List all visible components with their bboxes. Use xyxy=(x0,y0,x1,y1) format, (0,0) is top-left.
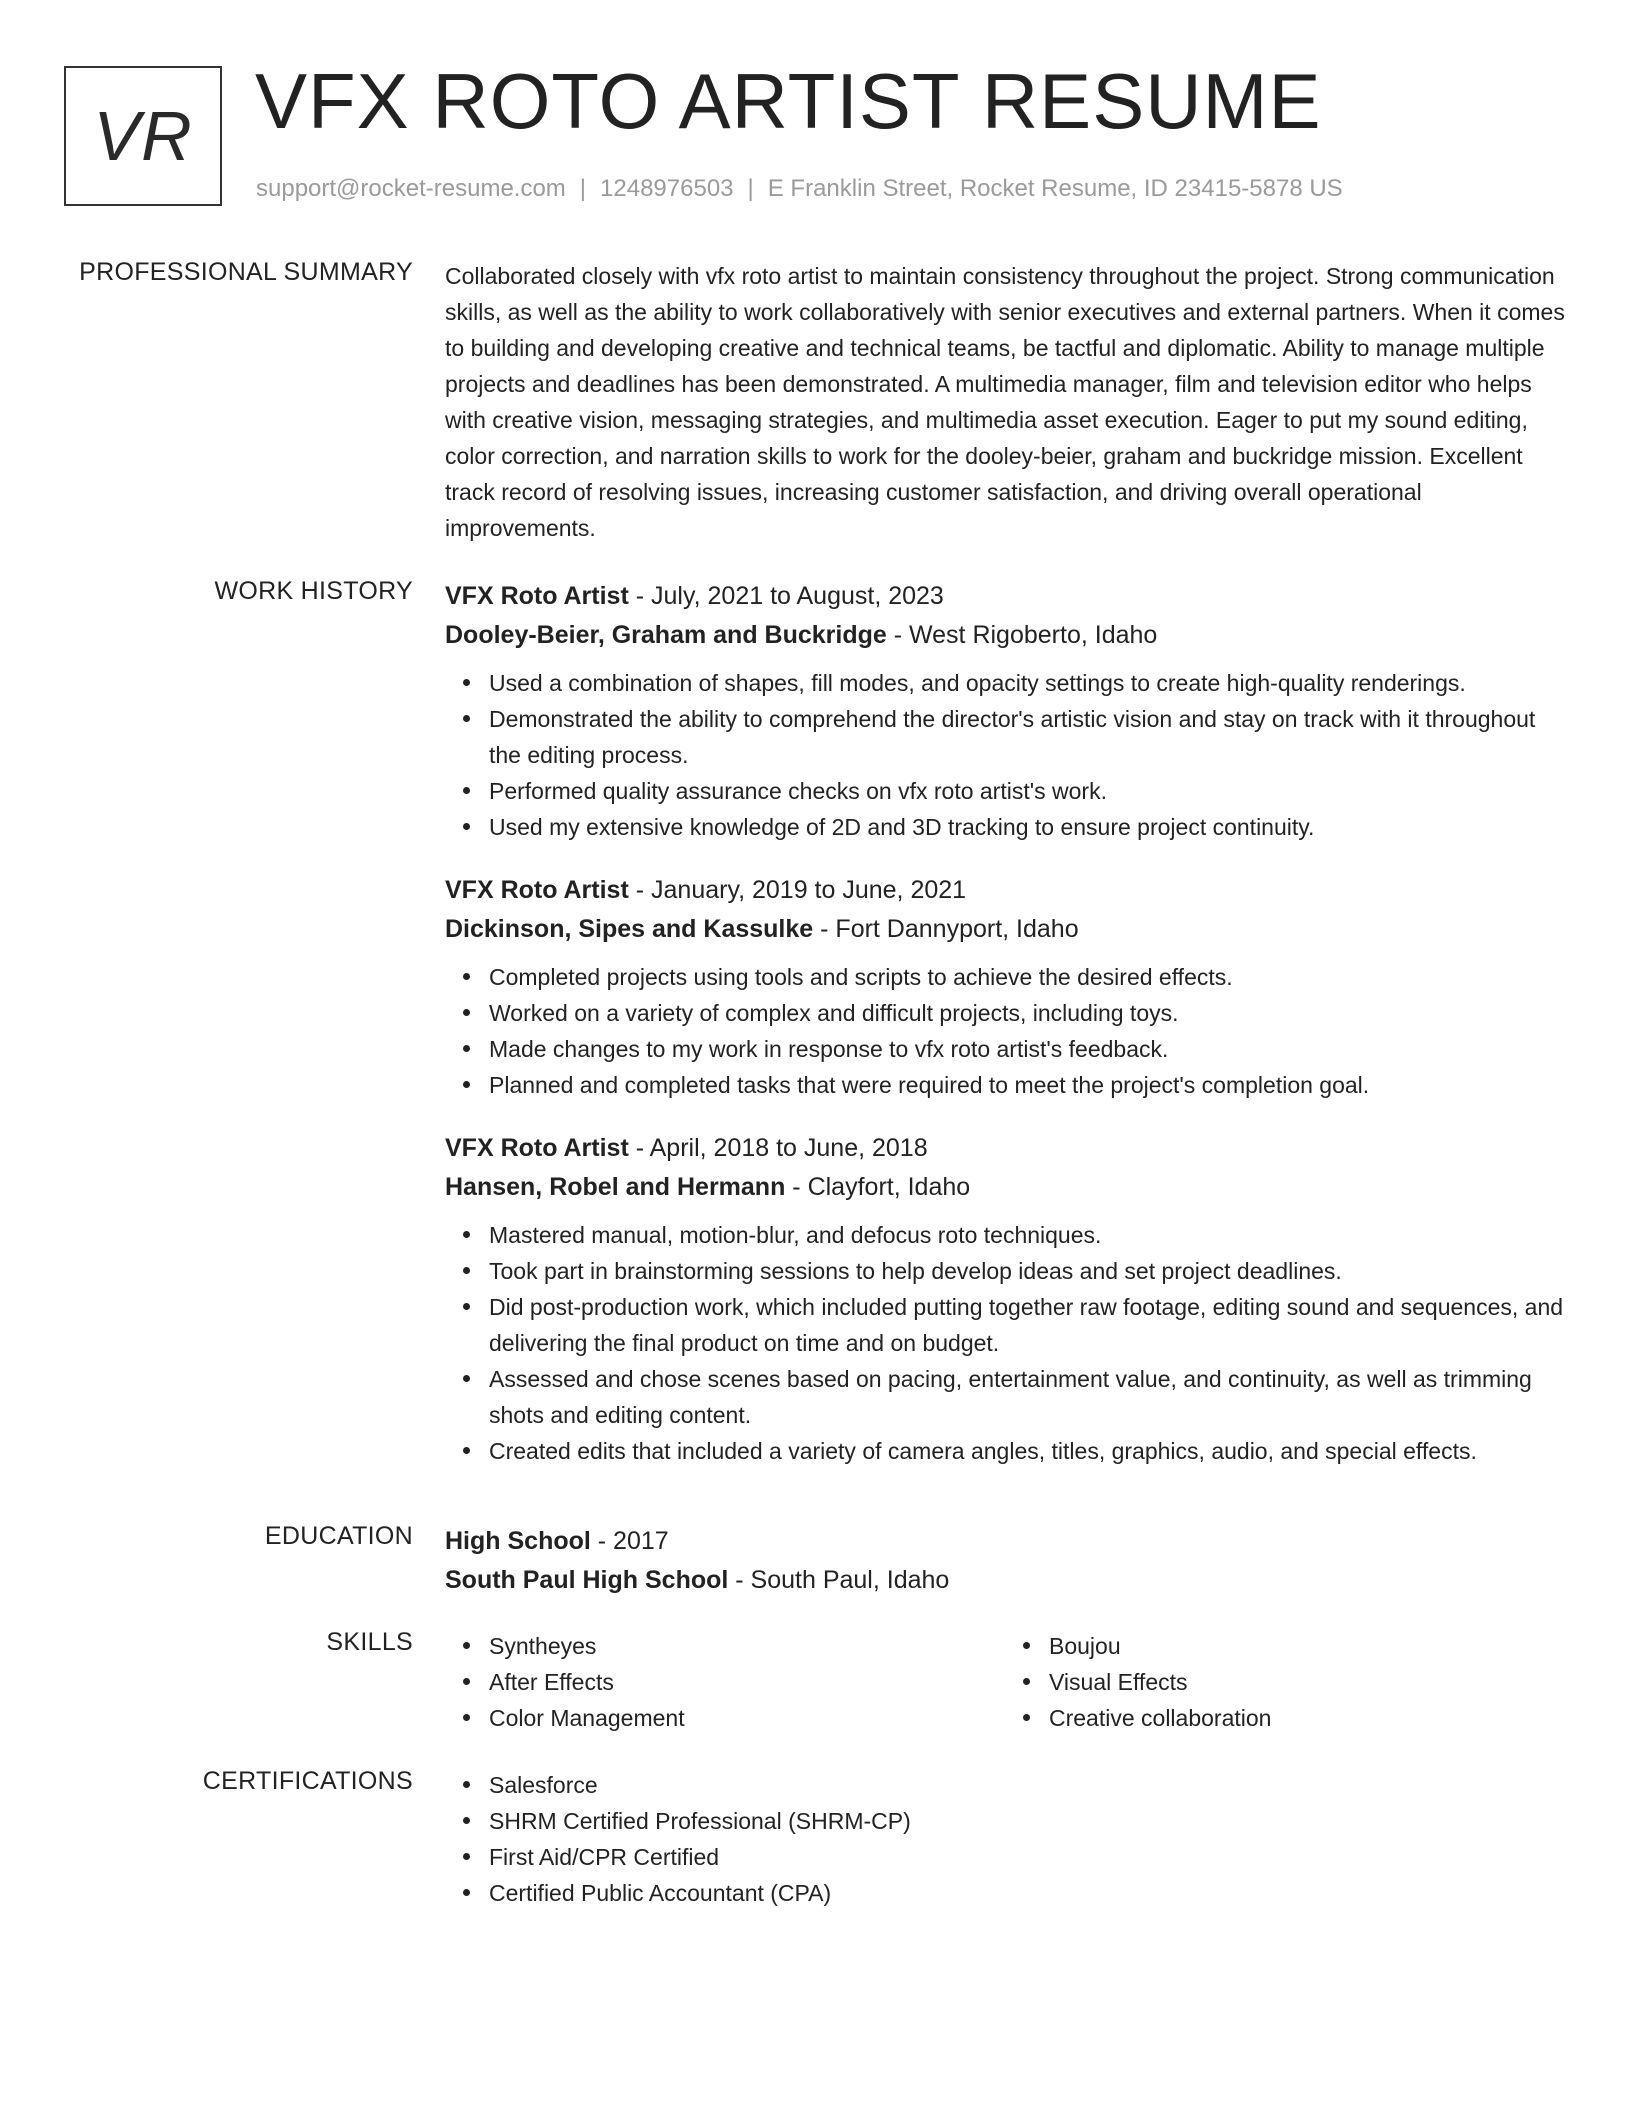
job-dates: - January, 2019 to June, 2021 xyxy=(628,876,967,904)
list-item: Color Management xyxy=(489,1700,1005,1736)
section-heading: WORK HISTORY xyxy=(214,577,413,605)
list-item: SHRM Certified Professional (SHRM-CP) xyxy=(489,1803,1565,1839)
list-item: After Effects xyxy=(489,1664,1005,1700)
job-company: Dickinson, Sipes and Kassulke xyxy=(445,915,814,943)
job-entry xyxy=(445,1129,1565,1469)
list-item: Demonstrated the ability to comprehend the director's artistic vision and stay on track with it throughout the editing process. xyxy=(489,701,1565,773)
education-degree: High School xyxy=(445,1527,591,1555)
education-degree-line xyxy=(445,1522,1565,1561)
list-item: Created edits that included a variety of camera angles, titles, graphics, audio, and special effects. xyxy=(489,1433,1565,1469)
list-item: Planned and completed tasks that were required to meet the project's completion goal. xyxy=(489,1067,1565,1103)
work-history-body xyxy=(445,577,1565,1469)
job-company: Dooley-Beier, Graham and Buckridge xyxy=(445,621,887,649)
section-heading: PROFESSIONAL SUMMARY xyxy=(79,258,413,286)
job-dates: - April, 2018 to June, 2018 xyxy=(628,1134,928,1162)
skills-grid xyxy=(445,1628,1565,1736)
list-item: Mastered manual, motion-blur, and defocus roto techniques. xyxy=(489,1217,1565,1253)
resume-title: VFX ROTO ARTIST RESUME xyxy=(255,57,1322,145)
job-entry xyxy=(445,871,1565,1103)
job-bullets xyxy=(445,665,1565,845)
list-item: Made changes to my work in response to vfx roto artist's feedback. xyxy=(489,1031,1565,1067)
list-item: First Aid/CPR Certified xyxy=(489,1839,1565,1875)
summary-text: Collaborated closely with vfx roto artist to maintain consistency throughout the project. Strong communication skills, as well as the ability to work collaboratively with senior executives and external partners. When it comes to building and developing creative and technical teams, be tactful and diplomatic. Ability to manage multiple projects and deadlines has been demonstrated. A multimedia manager, film and television editor who helps with creative vision, messaging strategies, and multimedia asset execution. Eager to put my sound editing, color correction, and narration skills to work for the dooley-beier, graham and buckridge mission. Excellent track record of resolving issues, increasing customer satisfaction, and driving overall operational improvements. xyxy=(445,263,1565,541)
job-company-line xyxy=(445,616,1565,655)
list-item: Did post-production work, which included putting together raw footage, editing sound and sequences, and delivering the final product on time and on budget. xyxy=(489,1289,1565,1361)
job-title: VFX Roto Artist xyxy=(445,876,629,904)
list-item: Visual Effects xyxy=(1049,1664,1565,1700)
job-location: - Fort Dannyport, Idaho xyxy=(813,915,1079,943)
list-item: Boujou xyxy=(1049,1628,1565,1664)
section-heading: CERTIFICATIONS xyxy=(202,1767,413,1795)
monogram-initials: VR xyxy=(93,97,193,175)
job-bullets xyxy=(445,959,1565,1103)
list-item: Performed quality assurance checks on vfx roto artist's work. xyxy=(489,773,1565,809)
contact-phone: 1248976503 xyxy=(600,175,734,202)
education-school: South Paul High School xyxy=(445,1566,729,1594)
monogram-box xyxy=(64,66,222,206)
education-school-line xyxy=(445,1561,1565,1600)
job-title-line xyxy=(445,577,1565,616)
education-year: - 2017 xyxy=(590,1527,669,1555)
job-company: Hansen, Robel and Hermann xyxy=(445,1173,786,1201)
certifications-body xyxy=(445,1767,1565,1911)
list-item: Completed projects using tools and scripts to achieve the desired effects. xyxy=(489,959,1565,995)
contact-email: support@rocket-resume.com xyxy=(256,175,566,202)
list-item: Syntheyes xyxy=(489,1628,1005,1664)
skills-column-right xyxy=(1005,1628,1565,1736)
education-body xyxy=(445,1522,1565,1600)
job-title-line xyxy=(445,871,1565,910)
job-dates: - July, 2021 to August, 2023 xyxy=(628,582,944,610)
contact-address: E Franklin Street, Rocket Resume, ID 23415-5878 US xyxy=(767,175,1343,202)
job-title-line xyxy=(445,1129,1565,1168)
list-item: Creative collaboration xyxy=(1049,1700,1565,1736)
job-company-line xyxy=(445,910,1565,949)
section-heading: EDUCATION xyxy=(264,1522,413,1550)
job-title: VFX Roto Artist xyxy=(445,1134,629,1162)
job-title: VFX Roto Artist xyxy=(445,582,629,610)
job-location: - Clayfort, Idaho xyxy=(785,1173,971,1201)
contact-separator: | xyxy=(579,175,587,202)
list-item: Took part in brainstorming sessions to help develop ideas and set project deadlines. xyxy=(489,1253,1565,1289)
job-company-line xyxy=(445,1168,1565,1207)
certifications-list xyxy=(445,1767,1565,1911)
education-location: - South Paul, Idaho xyxy=(728,1566,950,1594)
contact-separator: | xyxy=(747,175,754,202)
list-item: Certified Public Accountant (CPA) xyxy=(489,1875,1565,1911)
job-location: - West Rigoberto, Idaho xyxy=(886,621,1158,649)
job-bullets xyxy=(445,1217,1565,1469)
contact-line xyxy=(256,175,1343,203)
skills-column-left xyxy=(445,1628,1005,1736)
list-item: Salesforce xyxy=(489,1767,1565,1803)
list-item: Used my extensive knowledge of 2D and 3D tracking to ensure project continuity. xyxy=(489,809,1565,845)
list-item: Worked on a variety of complex and difficult projects, including toys. xyxy=(489,995,1565,1031)
list-item: Used a combination of shapes, fill modes, and opacity settings to create high-quality renderings. xyxy=(489,665,1565,701)
section-heading: SKILLS xyxy=(326,1628,413,1656)
list-item: Assessed and chose scenes based on pacing, entertainment value, and continuity, as well as trimming shots and editing content. xyxy=(489,1361,1565,1433)
job-entry xyxy=(445,577,1565,845)
